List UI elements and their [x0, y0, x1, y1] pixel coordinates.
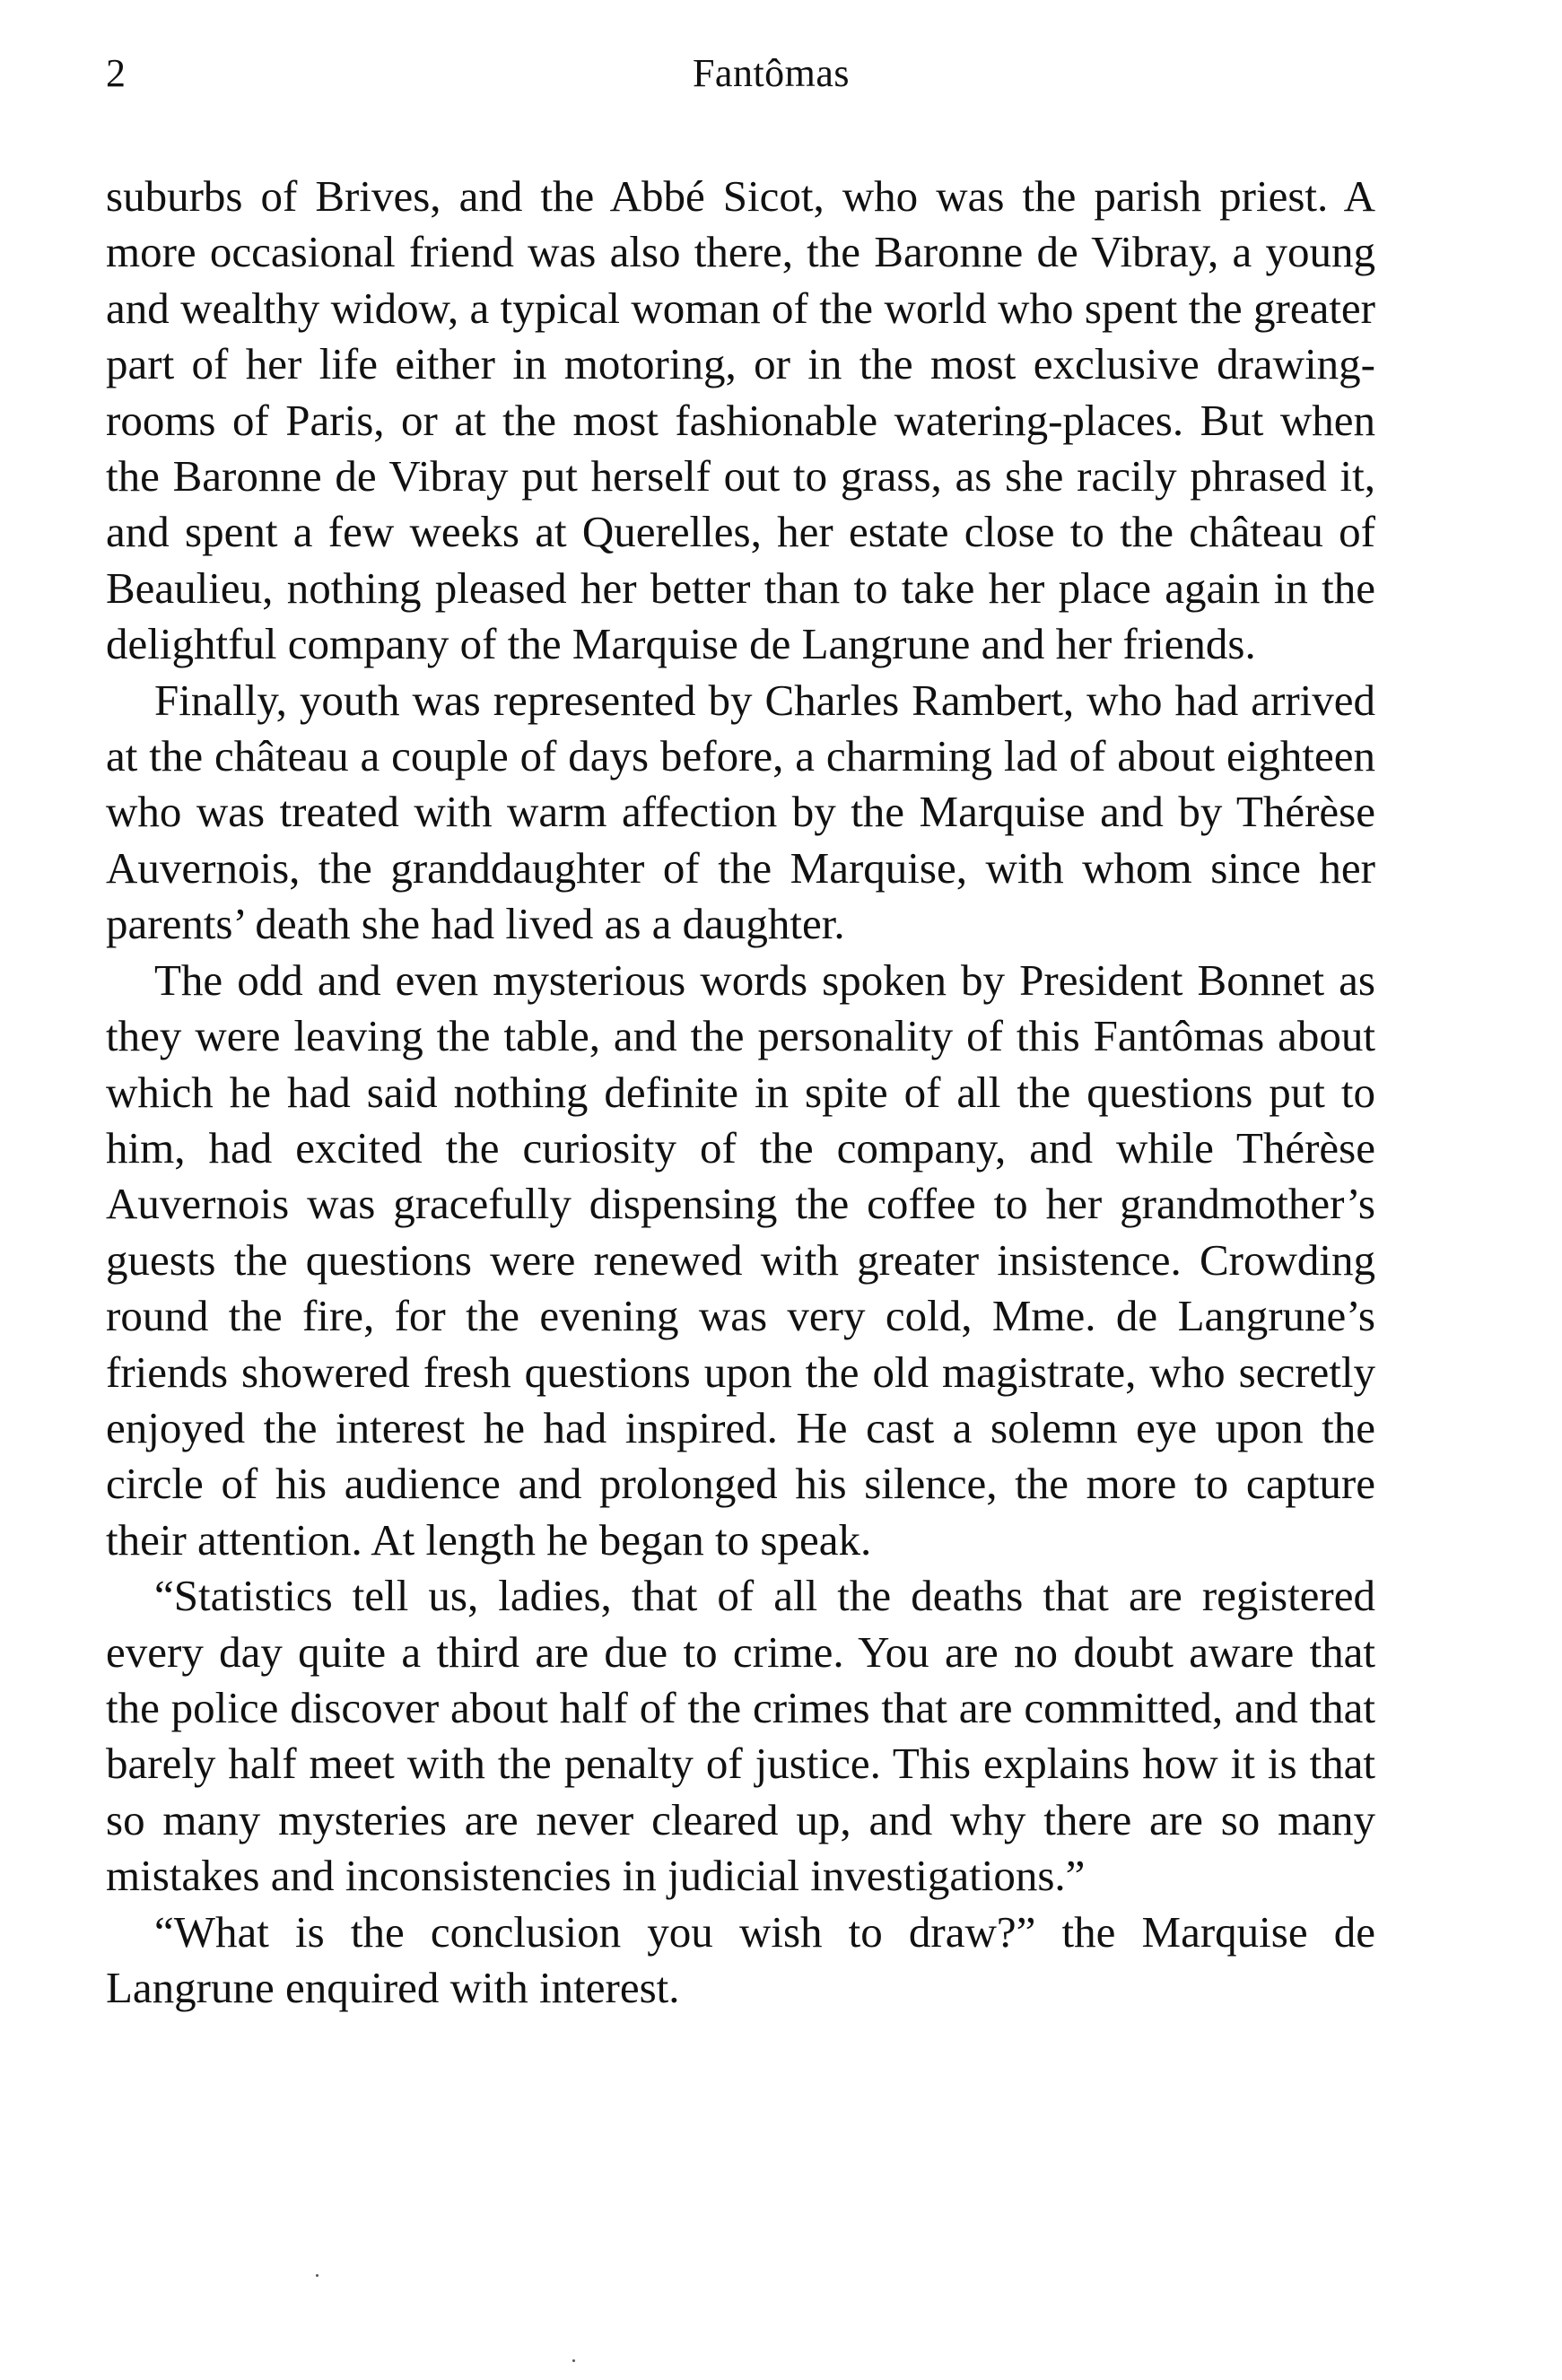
running-title: Fantômas	[692, 51, 851, 95]
paragraph-continued: suburbs of Brives, and the Abbé Sicot, who was the parish priest. A more occasional friend was also there, the Baronne de Vibray, a young and wealthy widow, a typical woman of the world who spent the greater part of her life either in motoring, or in the most exclusive drawing-rooms of Paris, or at the most fashionable watering-places. But when the Baronne de Vibray put herself out to grass, as she racily phrased it, and spent a few weeks at Querelles, her estate close to the château of Beaulieu, nothing pleased her better than to take her place again in the delightful company of the Marquise de Langrune and her friends.	[106, 171, 1375, 669]
page-number: 2	[106, 51, 126, 95]
body-text	[106, 169, 1375, 2016]
paragraph: The odd and even mysterious words spoken by President Bonnet as they were leaving the table, and the personality of this Fantômas about which he had said nothing definite in spite of all the questions put to him, had excited the curiosity of the company, and while Thérèse Auvernois was gracefully dispensing the coffee to her grandmother’s guests the questions were renewed with greater insistence. Crowding round the fire, for the evening was very cold, Mme. de Langrune’s friends showered fresh questions upon the old magistrate, who secretly enjoyed the interest he had inspired. He cast a solemn eye upon the circle of his audience and prolonged his silence, the more to capture their attention. At length he began to speak.	[106, 955, 1375, 1565]
page-header	[106, 47, 1436, 100]
paragraph: “Statistics tell us, ladies, that of all the deaths that are registered every day quite a third are due to crime. You are no doubt aware that the police discover about half of the crimes that are committed, and that barely half meet with the penalty of justice. This explains how it is that so many mysteries are never cleared up, and why there are so many mistakes and inconsistencies in judicial investigations.”	[106, 1571, 1375, 1901]
paragraph: “What is the conclusion you wish to draw?” the Marquise de Langrune enquired with interest.	[106, 1906, 1375, 2012]
paragraph: Finally, youth was represented by Charles Rambert, who had arrived at the château a couple of days before, a charming lad of about eighteen who was treated with warm affection by the Marquise and by Thérèse Auvernois, the granddaughter of the Marquise, with whom since her parents’ death she had lived as a daughter.	[106, 675, 1375, 949]
scan-speck	[316, 2274, 319, 2277]
scan-speck	[572, 2359, 575, 2362]
